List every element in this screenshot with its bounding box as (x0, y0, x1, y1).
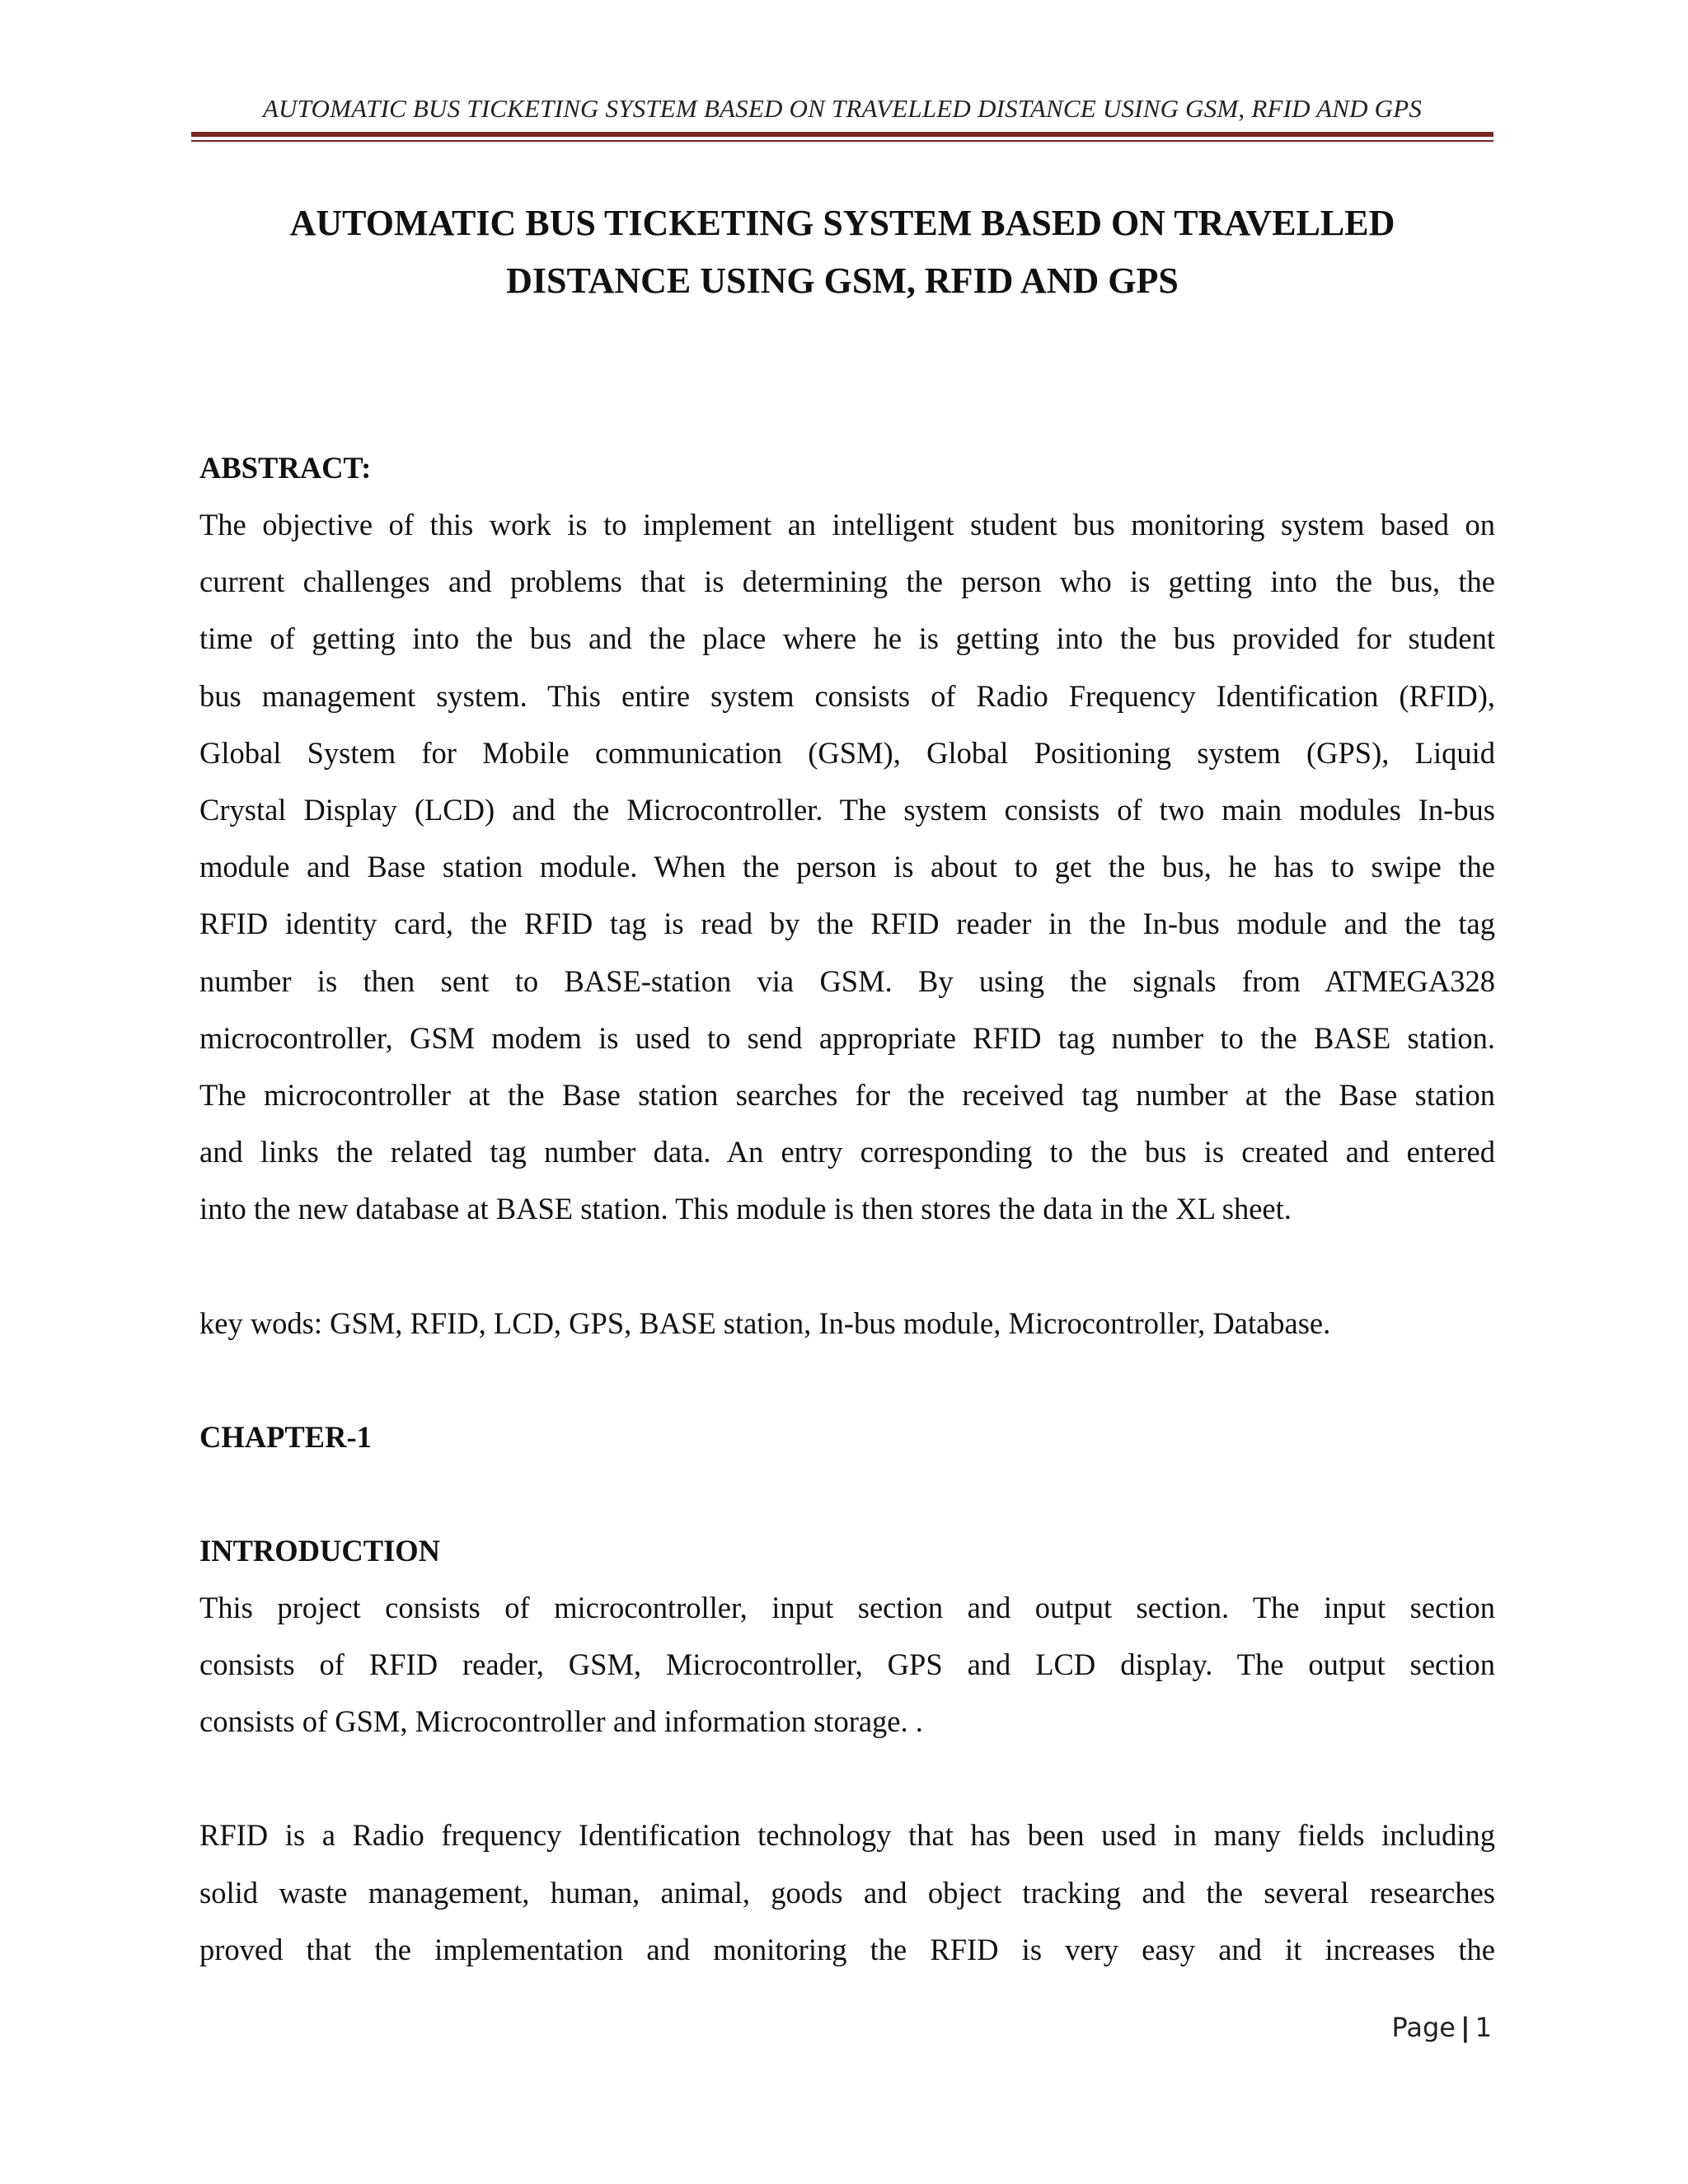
introduction-line: consists of GSM, Microcontroller and information storage. . (199, 1704, 923, 1739)
header-rule (191, 132, 1493, 137)
page-footer (1286, 2011, 1492, 2044)
abstract-line: time of getting into the bus and the place where he is getting into the bus provided for student (199, 621, 1495, 656)
abstract-line: microcontroller, GSM modem is used to send appropriate RFID tag number to the BASE station. (199, 1020, 1495, 1055)
abstract-line: Global System for Mobile communication (GSM), Global Positioning system (GPS), Liquid (199, 735, 1495, 770)
keywords-paragraph (199, 1295, 1495, 1352)
abstract-line: current challenges and problems that is determining the person who is getting into the bus, the (199, 565, 1495, 599)
abstract-paragraph (199, 496, 1495, 1238)
spacer (199, 1465, 1495, 1522)
page-separator: | (1460, 2012, 1470, 2043)
introduction-heading: INTRODUCTION (199, 1533, 441, 1568)
introduction-line: This project consists of microcontroller, input section and output section. The input section (199, 1590, 1495, 1624)
spacer (199, 1352, 1495, 1408)
spacer (199, 1238, 1495, 1295)
introduction-paragraph (199, 1579, 1495, 1750)
rfid-line: solid waste management, human, animal, goods and object tracking and the several researches (199, 1875, 1495, 1910)
paper-title-line-1: AUTOMATIC BUS TICKETING SYSTEM BASED ON TRAVELLED (289, 203, 1395, 243)
page-label: Page (1391, 2012, 1456, 2043)
keywords-line: key wods: GSM, RFID, LCD, GPS, BASE station, In-bus module, Microcontroller, Database. (199, 1305, 1331, 1340)
abstract-line: module and Base station module. When the person is about to get the bus, he has to swipe the (199, 850, 1495, 884)
abstract-line: Crystal Display (LCD) and the Microcontroller. The system consists of two main modules In-bus (199, 793, 1495, 827)
header-rule-thin (191, 140, 1493, 142)
paper-title (191, 194, 1493, 310)
abstract-line: bus management system. This entire system consists of Radio Frequency Identification (RFID), (199, 678, 1495, 713)
abstract-line: and links the related tag number data. An entry corresponding to the bus is created and entered (199, 1135, 1495, 1169)
abstract-line: into the new database at BASE station. This module is then stores the data in the XL sheet. (199, 1192, 1292, 1226)
abstract-line: RFID identity card, the RFID tag is read by the RFID reader in the In-bus module and the tag (199, 907, 1495, 941)
abstract-heading: ABSTRACT: (199, 451, 372, 485)
abstract-line: The microcontroller at the Base station searches for the received tag number at the Base station (199, 1078, 1495, 1113)
spacer (199, 1750, 1495, 1807)
paper-title-line-2: DISTANCE USING GSM, RFID AND GPS (506, 260, 1179, 301)
running-header: AUTOMATIC BUS TICKETING SYSTEM BASED ON TRAVELLED DISTANCE USING GSM, RFID AND GPS (262, 94, 1423, 123)
page-number: 1 (1475, 2012, 1492, 2043)
rfid-line: RFID is a Radio frequency Identification technology that has been used in many fields including (199, 1818, 1495, 1853)
chapter-heading: CHAPTER-1 (199, 1419, 372, 1454)
rfid-line: proved that the implementation and monitoring the RFID is very easy and it increases the (199, 1932, 1495, 1966)
abstract-line: number is then sent to BASE-station via GSM. By using the signals from ATMEGA328 (199, 963, 1495, 998)
abstract-line: The objective of this work is to implement an intelligent student bus monitoring system based on (199, 508, 1495, 541)
rfid-paragraph (199, 1807, 1495, 1978)
page-content (199, 439, 1495, 1978)
introduction-line: consists of RFID reader, GSM, Microcontroller, GPS and LCD display. The output section (199, 1647, 1495, 1682)
